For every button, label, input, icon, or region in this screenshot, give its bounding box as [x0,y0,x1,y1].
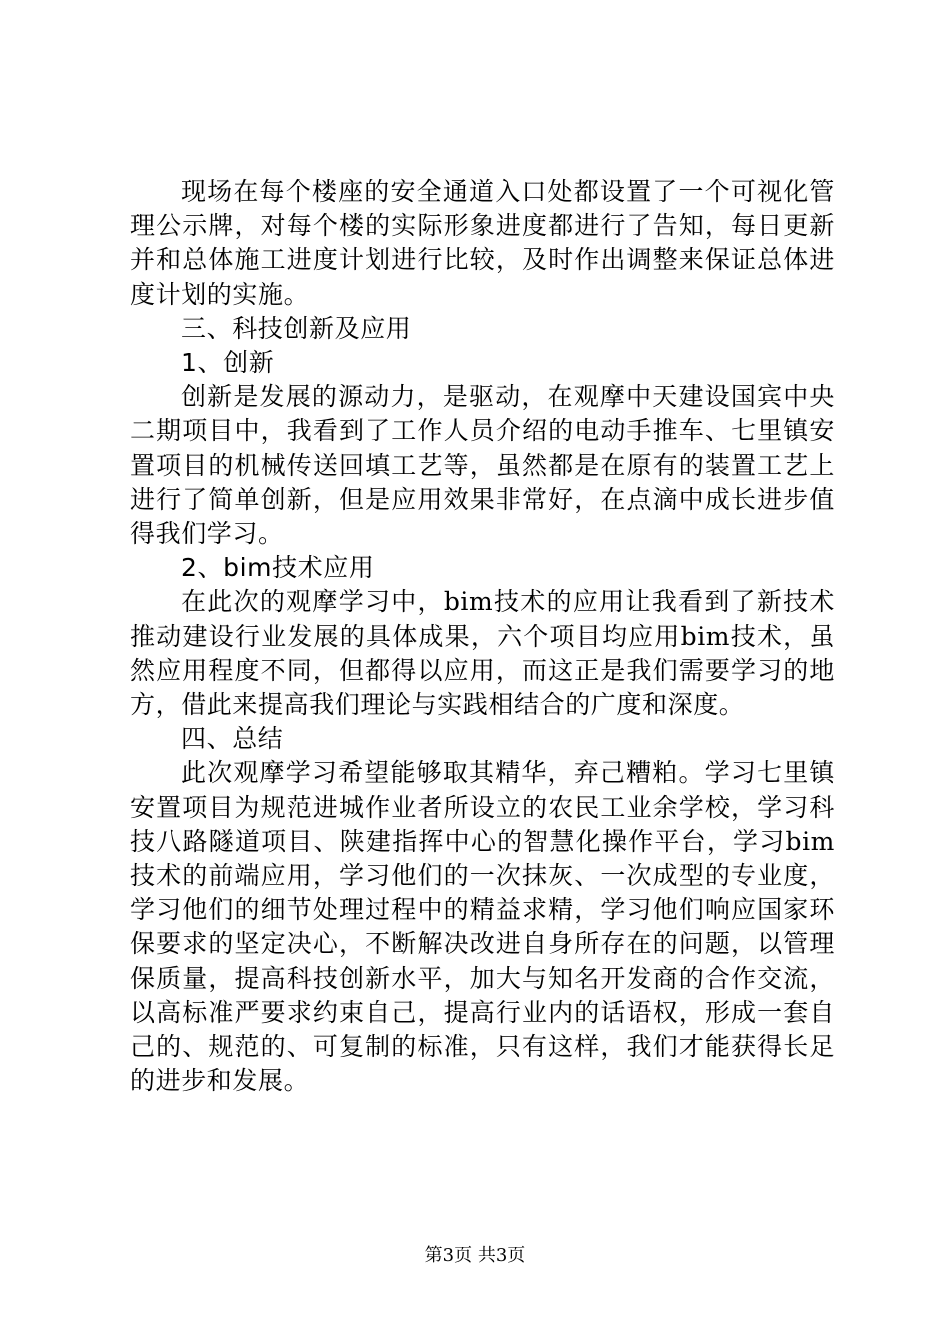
document-body [130,175,835,1098]
paragraph-bim: 在此次的观摩学习中，bim技术的应用让我看到了新技术推动建设行业发展的具体成果，六个项目均应用bim技术，虽然应用程度不同，但都得以应用，而这正是我们需要学习的地方，借此来提高我们理论与实践相结合的广度和深度。 [130,587,835,720]
paragraph-progress-board: 现场在每个楼座的安全通道入口处都设置了一个可视化管理公示牌，对每个楼的实际形象进度都进行了告知，每日更新并和总体施工进度计划进行比较，及时作出调整来保证总体进度计划的实施。 [130,177,835,309]
subheading-innovation: 1、创新 [181,348,275,378]
paragraph-summary: 此次观摩学习希望能够取其精华，弃己糟粕。学习七里镇安置项目为规范进城作业者所设立的农民工业余学校，学习科技八路隧道项目、陕建指挥中心的智慧化操作平台，学习bim技术的前端应用，学习他们的一次抹灰、一次成型的专业度，学习他们的细节处理过程中的精益求精，学习他们响应国家环保要求的坚定决心，不断解决改进自身所存在的问题，以管理保质量，提高科技创新水平，加大与知名开发商的合作交流，以高标准严要求约束自己，提高行业内的话语权，形成一套自己的、规范的、可复制的标准，只有这样，我们才能获得长足的进步和发展。 [130,758,835,1096]
section-heading-summary: 四、总结 [181,724,284,754]
page-footer: 第3页 共3页 [424,1245,526,1266]
subheading-bim: 2、bim技术应用 [181,553,375,583]
section-heading-innovation-application: 三、科技创新及应用 [181,313,412,343]
paragraph-innovation: 创新是发展的源动力，是驱动，在观摩中天建设国宾中央二期项目中，我看到了工作人员介绍的电动手推车、七里镇安置项目的机械传送回填工艺等，虽然都是在原有的装置工艺上进行了简单创新，但是应用效果非常好，在点滴中成长进步值得我们学习。 [130,382,835,549]
